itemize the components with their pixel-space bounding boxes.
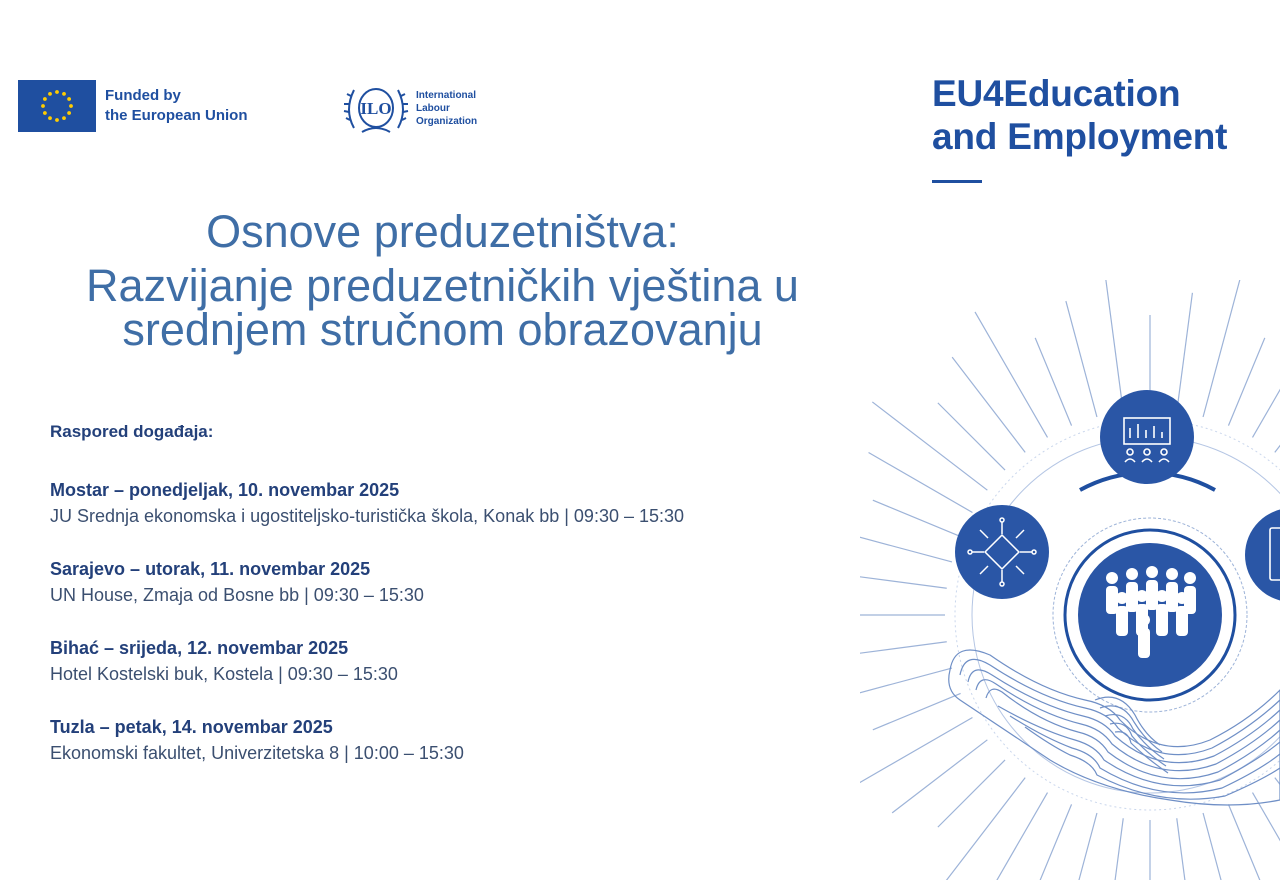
sunburst-ray bbox=[1253, 793, 1280, 880]
schedule-item bbox=[50, 634, 684, 686]
sunburst-ray bbox=[1035, 804, 1071, 880]
ilo-logo-text bbox=[416, 89, 477, 128]
sunburst-ray bbox=[869, 453, 973, 513]
sunburst-ray bbox=[937, 778, 1025, 880]
sunburst-ray bbox=[952, 357, 1025, 452]
event-schedule bbox=[50, 420, 684, 792]
program-brand bbox=[932, 72, 1227, 158]
sunburst-ray bbox=[1177, 293, 1193, 412]
sunburst-ray bbox=[872, 402, 987, 490]
schedule-heading: Raspored događaja: bbox=[50, 422, 214, 441]
document-icon bbox=[1245, 508, 1280, 602]
people-group-icon bbox=[1078, 543, 1222, 687]
schedule-item-title: Tuzla – petak, 14. novembar 2025 bbox=[50, 717, 333, 737]
sunburst-ray bbox=[873, 693, 961, 729]
sunburst-ray bbox=[975, 312, 1048, 438]
sunburst-ray bbox=[860, 524, 952, 562]
ilo-logo-line-1: International bbox=[416, 89, 477, 101]
ilo-logo-line-3: Organization bbox=[416, 115, 478, 127]
ilo-emblem-icon bbox=[342, 80, 410, 136]
eu-logo-line-1: Funded by bbox=[105, 87, 181, 104]
title-line-1: Osnove preduzetništva: bbox=[206, 206, 679, 257]
schedule-item-title: Bihać – srijeda, 12. novembar 2025 bbox=[50, 638, 349, 658]
hand-holding-icons-illustration bbox=[860, 280, 1280, 880]
sunburst-ray bbox=[873, 500, 961, 536]
sunburst-ray bbox=[1108, 818, 1124, 880]
sunburst-ray bbox=[1203, 280, 1241, 417]
sunburst-ray bbox=[1035, 338, 1071, 426]
sunburst-ray bbox=[1177, 818, 1196, 880]
sunburst-ray bbox=[988, 793, 1048, 880]
brand-line-1: EU4Education bbox=[932, 73, 1181, 114]
sunburst-ray bbox=[860, 668, 952, 699]
title-line-3: srednjem stručnom obrazovanju bbox=[122, 304, 763, 355]
sunburst-ray bbox=[1066, 301, 1097, 417]
ilo-logo-line-2: Labour bbox=[416, 102, 450, 114]
ilo-logo bbox=[342, 80, 477, 136]
schedule-item bbox=[50, 476, 684, 528]
schedule-item-title: Mostar – ponedjeljak, 10. novembar 2025 bbox=[50, 480, 400, 500]
sunburst-ray bbox=[1253, 334, 1280, 438]
brand-line-2: and Employment bbox=[932, 116, 1228, 157]
event-title bbox=[0, 205, 885, 357]
sunburst-ray bbox=[1275, 778, 1280, 873]
eu-funding-logo bbox=[18, 80, 248, 132]
classroom-icon bbox=[1100, 390, 1194, 484]
schedule-item bbox=[50, 713, 684, 765]
schedule-item-details: JU Srednja ekonomska i ugostiteljsko-turistička škola, Konak bb | 09:30 – 15:30 bbox=[50, 506, 685, 526]
eu-logo-line-2: the European Union bbox=[105, 107, 248, 124]
network-chip-icon bbox=[955, 505, 1049, 599]
sunburst-ray bbox=[860, 642, 947, 661]
schedule-item-details: Hotel Kostelski buk, Kostela | 09:30 – 15:30 bbox=[50, 664, 398, 684]
eu-flag-icon bbox=[18, 80, 96, 132]
sunburst-ray bbox=[1104, 280, 1123, 412]
sunburst-ray bbox=[892, 740, 987, 813]
sunburst-ray bbox=[1203, 813, 1234, 880]
sunburst-rays bbox=[860, 280, 1280, 880]
title-line-2: Razvijanje preduzetničkih vještina u bbox=[86, 260, 799, 311]
eu-logo-text bbox=[105, 86, 248, 126]
sunburst-ray bbox=[1059, 813, 1097, 880]
sunburst-ray bbox=[860, 573, 947, 589]
sunburst-ray bbox=[1228, 338, 1264, 426]
schedule-item-details: Ekonomski fakultet, Univerzitetska 8 | 10:00 – 15:30 bbox=[50, 743, 464, 763]
sunburst-ray bbox=[1228, 804, 1264, 880]
ilo-emblem-text: ILO bbox=[360, 99, 392, 118]
schedule-item bbox=[50, 555, 684, 607]
schedule-item-title: Sarajevo – utorak, 11. novembar 2025 bbox=[50, 559, 371, 579]
schedule-item-details: UN House, Zmaja od Bosne bb | 09:30 – 15:30 bbox=[50, 585, 424, 605]
brand-divider bbox=[932, 180, 982, 183]
